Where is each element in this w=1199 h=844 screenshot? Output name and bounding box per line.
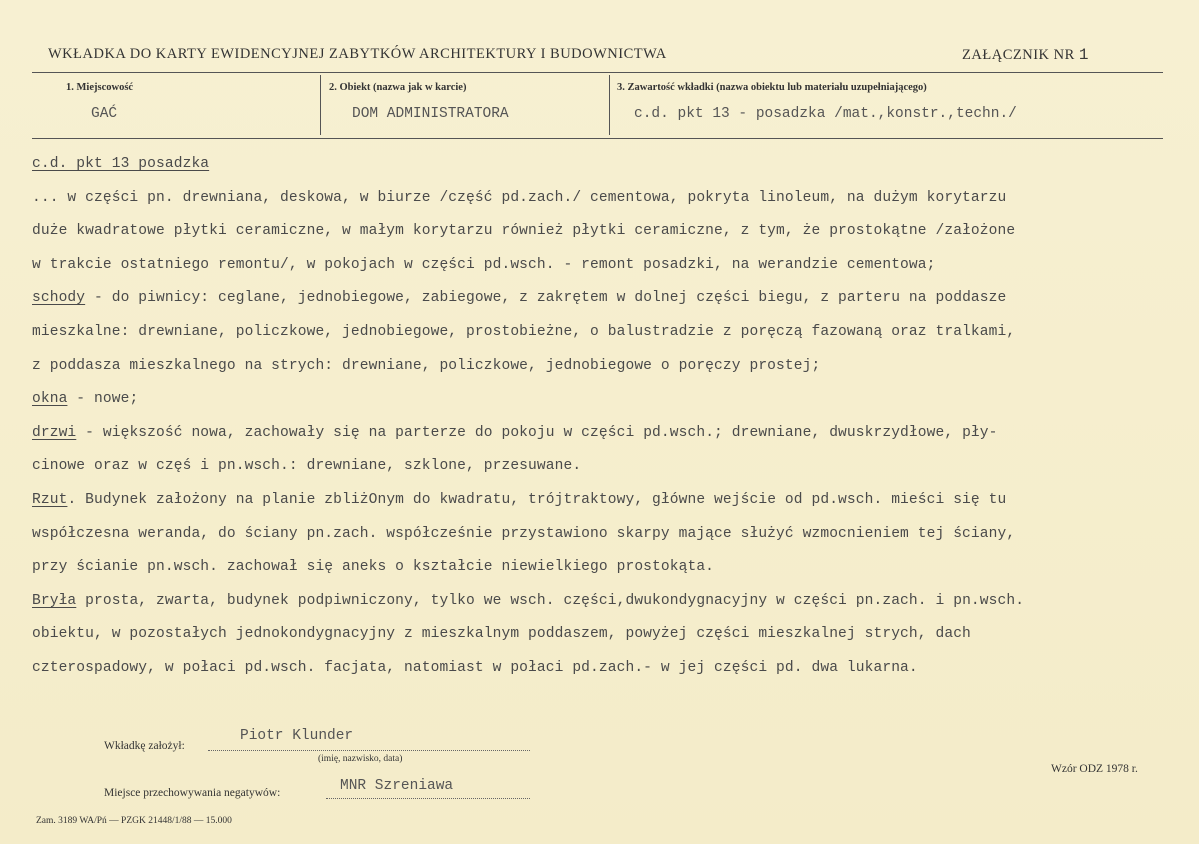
section-heading: c.d. pkt 13 posadzka [32,156,210,172]
body-line: mieszkalne: drewniane, policzkowe, jednobiegowe, prostobieżne, o balustradzie z poręczą fazowaną oraz tralkami, [32,323,1016,340]
body-line: przy ścianie pn.wsch. zachował się aneks o kształcie niewielkiego prostokąta. [32,559,715,576]
body-line: drzwi - większość nowa, zachowały się na parterze do pokoju w części pd.wsch.; drewniane, dwuskrzydłowe, pły- [32,424,998,441]
object-value: DOM ADMINISTRATORA [352,106,509,122]
form-title: WKŁADKA DO KARTY EWIDENCYJNEJ ZABYTKÓW ARCHITEKTURY I BUDOWNICTWA [48,46,667,62]
field-divider-1 [320,75,321,135]
contents-label: 3. Zawartość wkładki (nazwa obiektu lub materiału uzupełniającego) [617,82,927,93]
storage-dotted-line [326,798,530,799]
body-line: współczesna weranda, do ściany pn.zach. współcześnie przystawiono skarpy mające służyć wzmocnieniem tej ściany, [32,525,1016,542]
body-line: schody - do piwnicy: ceglane, jednobiegowe, zabiegowe, z zakrętem w dolnej części biegu, z parteru na poddasze [32,290,1007,307]
body-line: Bryła prosta, zwarta, budynek podpiwniczony, tylko we wsch. części,dwukondygnacyjny w części pn.zach. i pn.wsch. [32,592,1025,609]
object-label: 2. Obiekt (nazwa jak w karcie) [329,82,467,93]
author-dotted-line [208,750,530,751]
storage-value: MNR Szreniawa [340,778,454,794]
windows-term: okna [32,391,68,408]
plan-term: Rzut [32,491,68,508]
header-rule-top [32,72,1163,73]
annex-label [962,46,1089,64]
body-line: w trakcie ostatniego remontu/, w pokojach w części pd.wsch. - remont posadzki, na werandzie cementowa; [32,256,936,273]
storage-label: Miejsce przechowywania negatywów: [104,787,281,799]
field-divider-2 [609,75,610,135]
body-line: duże kwadratowe płytki ceramiczne, w małym korytarzu również płytki ceramiczne, z tym, że prostokątne /założone [32,223,1016,240]
print-info: Zam. 3189 WA/Pń — PZGK 21448/1/88 — 15.000 [36,816,232,826]
body-line [32,148,1182,182]
author-hint: (imię, nazwisko, data) [318,754,403,764]
annex-number: 1 [1078,46,1089,64]
template-note: Wzór ODZ 1978 r. [1051,763,1138,775]
typed-description [32,148,1182,686]
body-line: ... w części pn. drewniana, deskowa, w biurze /część pd.zach./ cementowa, pokryta linoleum, na dużym korytarzu [32,189,1007,206]
body-line: obiektu, w pozostałych jednokondygnacyjny z mieszkalnym poddaszem, powyżej części mieszkalnej strych, dach [32,626,971,643]
annex-label-text: ZAŁĄCZNIK NR [962,47,1075,63]
doors-term: drzwi [32,424,77,441]
body-line: Rzut. Budynek założony na planie zbliżOnym do kwadratu, trójtraktowy, główne wejście od pd.wsch. mieści się tu [32,491,1007,508]
header-rule-bottom [32,138,1163,139]
body-line: cinowe oraz w częś i pn.wsch.: drewniane, szklone, przesuwane. [32,458,582,475]
author-value: Piotr Klunder [240,728,354,744]
stairs-term: schody [32,290,86,307]
mass-term: Bryła [32,592,77,609]
body-line: czterospadowy, w połaci pd.wsch. facjata, natomiast w połaci pd.zach.- w jej części pd. dwa lukarna. [32,659,918,676]
contents-value: c.d. pkt 13 - posadzka /mat.,konstr.,techn./ [634,106,1017,122]
body-line: z poddasza mieszkalnego na strych: drewniane, policzkowe, jednobiegowe o poręczy prostej; [32,357,821,374]
author-label: Wkładkę założył: [104,740,185,752]
locality-label: 1. Miejscowość [66,82,134,93]
body-line: okna - nowe; [32,391,139,408]
locality-value: GAĆ [91,106,118,122]
